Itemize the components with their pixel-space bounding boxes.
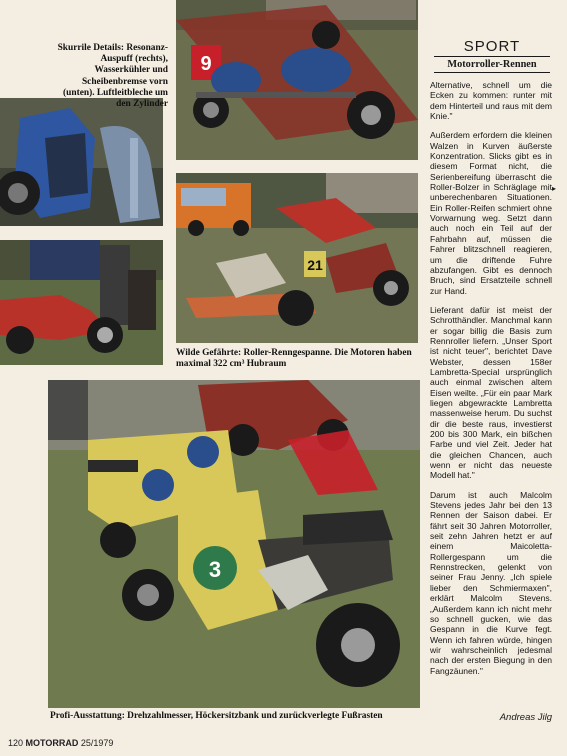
article-paragraph: Darum ist auch Malcolm Stevens jedes Jahr bei den 13 Rennen der Saison dabei. Er fährt seit 30 Jahren Motorroller, seit zehn Jahren hetzt er auf einem Maicoletta-Rollergespann um die Rennstrecken, gelenkt von seiner Frau Jenny. „Ich spiele lieber den Schmiermaxen", erklärt Malcolm Stevens. „Außerdem kann ich nicht mehr so schnell gucken, wie das Gespann in die Kurve fegt. Wenn ich fahren würde, hingen wir wahrscheinlich jedesmal nach der ersten Biegung in den Fangzäunen.": [430, 489, 552, 676]
section-label: SPORT: [434, 38, 550, 57]
race-number-9: 9: [200, 53, 212, 75]
page-footer: [8, 738, 113, 748]
article-paragraph: Lieferant dafür ist meist der Schrotthändler. Manchmal kann er sogar billig die Basis zum Rennroller liefern. „Unser Sport ist nicht teuer", berichtet Dave Webster, dessen 158er Lambretta-Special ursprünglich auch einmal zwischen altem Eisen weilte. „Für ein paar Mark liegen abgewrackte Lambretta massenweise herum. Du suchst dir die beste raus, investierst 200 bis 300 Mark, ein bißchen Farbe und viel Zeit. Jeder hat die gleichen Chancen, auch wenn er nicht das neueste Modell hat.": [430, 304, 552, 481]
margin-marker-icon: ▸: [552, 184, 557, 193]
section-header: [434, 38, 550, 73]
issue-number: 25/1979: [80, 738, 114, 748]
photo-yellow-scooter-3: [48, 380, 420, 708]
race-number-3: 3: [208, 557, 222, 582]
article-paragraph: Außerdem erfordern die kleinen Walzen in Kurven äußerste Konzentration. Slicks gibt es in diesem Format nicht, die Serienbereifung überrascht die Roller-Bolzer in Schräglage mit unberechenbaren Situationen. Ein Roller-Reifen schmiert ohne Vorwarnung weg. Setzt dann auch noch ein Teil auf der Fahrbahn auf, müssen die Fahrer blitzschnell reagieren, um die driftende Fuhre abzufangen. Gibt es dennoch Bruch, sind Ersatzteile schnell zur Hand.: [430, 130, 552, 296]
article-body: [430, 80, 552, 685]
photo-blue-scooter-detail: [0, 98, 163, 226]
photo-sidecar-21: [176, 173, 418, 343]
caption-gespanne: Wilde Gefährte: Roller-Renngespanne. Die Motoren haben maximal 322 cm³ Hubraum: [176, 348, 412, 370]
photo-sidecar-9: [176, 0, 418, 160]
magazine-name: MOTORRAD: [25, 738, 79, 748]
article-author: Andreas Jilg: [499, 712, 552, 723]
caption-ausstattung: Profi-Ausstattung: Drehzahlmesser, Höckersitzbank und zurückverlegte Fußrasten: [50, 711, 383, 721]
race-number-21: 21: [307, 257, 323, 273]
section-subtitle: Motorroller-Rennen: [434, 57, 550, 73]
photo-red-small-scooter: [0, 240, 163, 365]
caption-details: Skurrile Details: Resonanz-Auspuff (rechts), Wasserkühler und Scheibenbremse vorn (unten). Luftleitbleche um den Zylinder: [57, 43, 168, 110]
page-number: 120: [8, 738, 24, 748]
article-paragraph: Alternative, schnell um die Ecken zu kommen: runter mit dem Hinterteil und raus mit dem Knie.": [430, 80, 552, 122]
